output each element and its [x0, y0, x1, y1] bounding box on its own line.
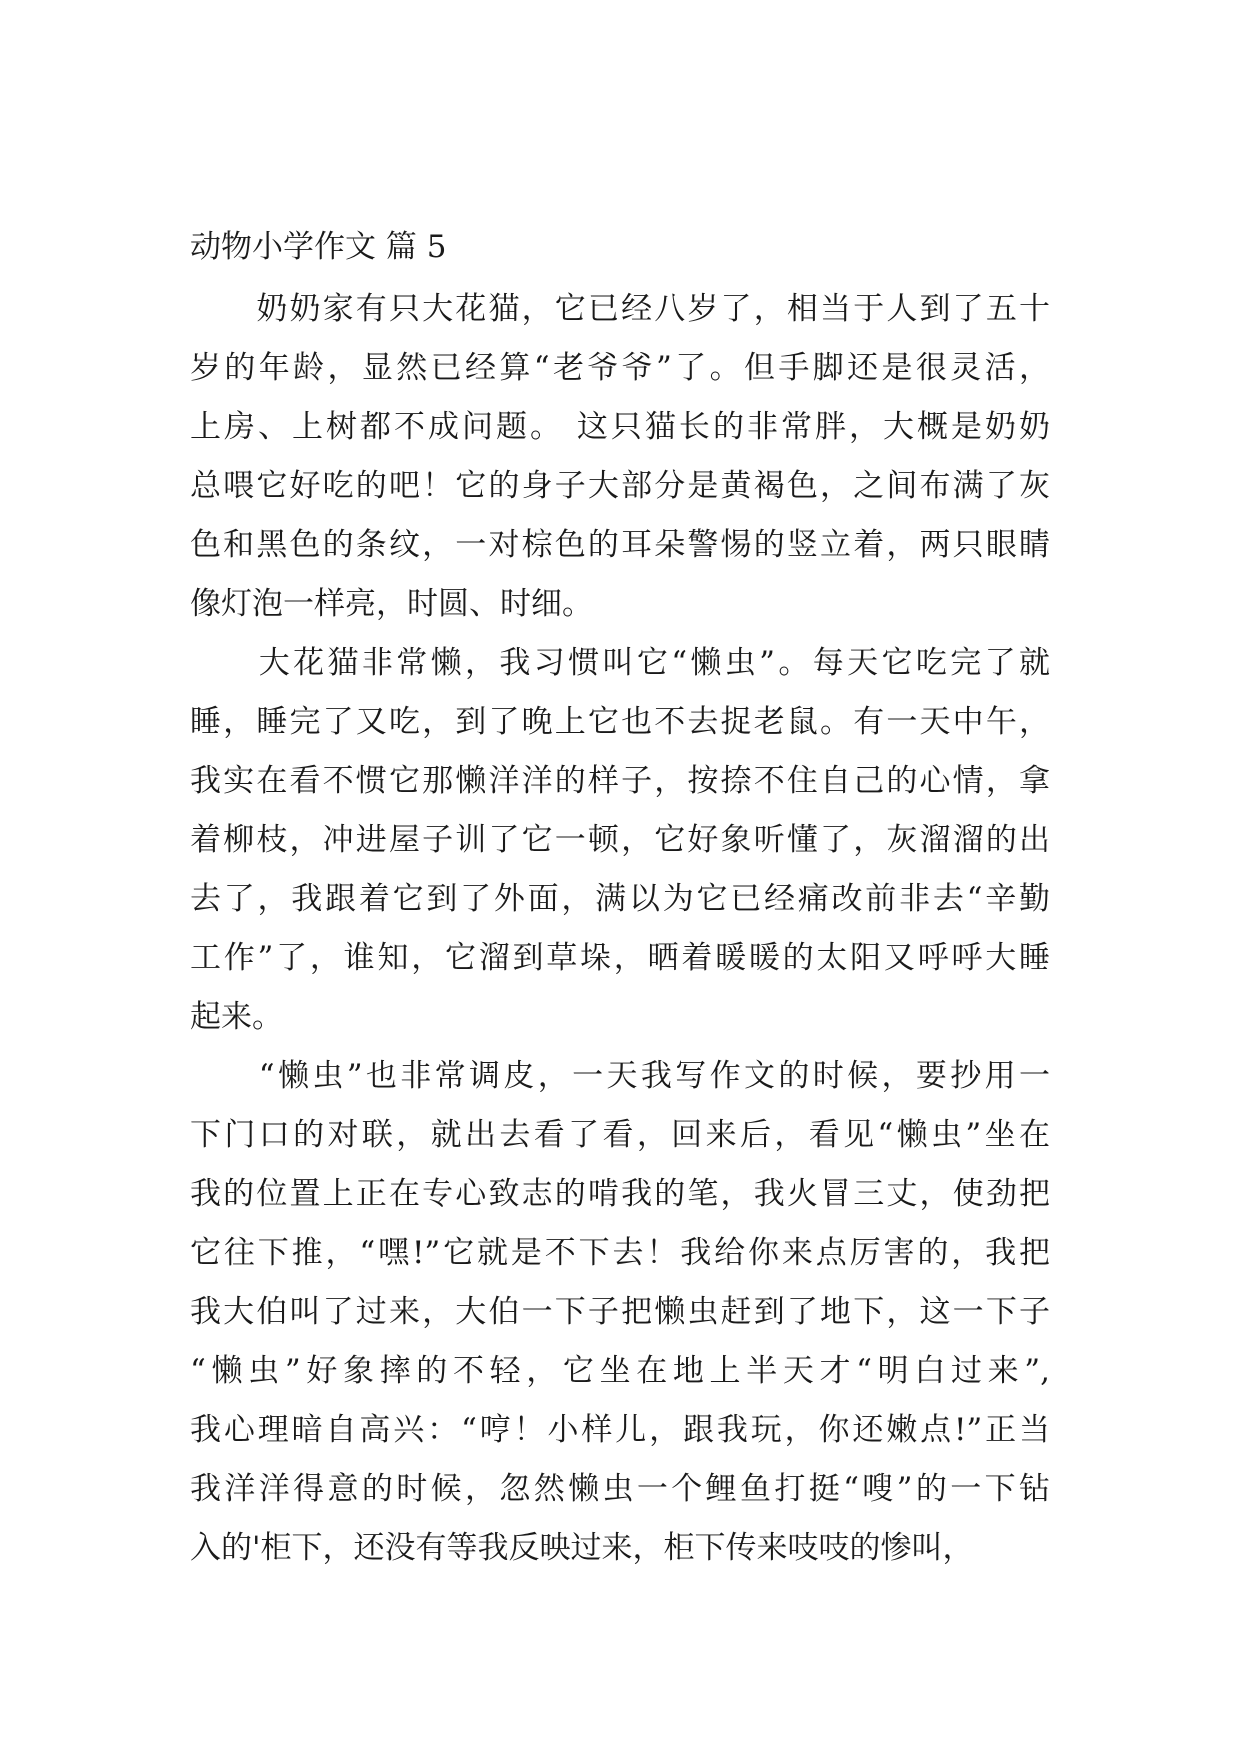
- text-line: 奶奶家有只大花猫，它已经八岁了，相当于人到了五十: [190, 291, 1050, 327]
- paragraph-3: [190, 1047, 1050, 1578]
- text-line: 我实在看不惯它那懒洋洋的样子，按捺不住自己的心情，拿: [190, 763, 1050, 799]
- text-line: 色和黑色的条纹，一对棕色的耳朵警惕的竖立着，两只眼睛: [190, 527, 1050, 563]
- text-line: 总喂它好吃的吧！它的身子大部分是黄褐色，之间布满了灰: [190, 468, 1050, 504]
- text-line: 大花猫非常懒，我习惯叫它“懒虫”。每天它吃完了就: [190, 645, 1050, 681]
- text-line: 像灯泡一样亮，时圆、时细。: [190, 586, 593, 622]
- text-line: 着柳枝，冲进屋子训了它一顿，它好象听懂了，灰溜溜的出: [190, 822, 1050, 858]
- text-line: 上房、上树都不成问题。 这只猫长的非常胖，大概是奶奶: [190, 409, 1050, 445]
- paragraph-1: [190, 280, 1050, 634]
- paragraph-2: [190, 634, 1050, 1047]
- text-line: 我洋洋得意的时候，忽然懒虫一个鲤鱼打挺“嗖”的一下钻: [190, 1471, 1050, 1507]
- text-line: 岁的年龄，显然已经算“老爷爷”了。但手脚还是很灵活，: [190, 350, 1050, 386]
- text-line: 我心理暗自高兴：“哼！小样儿，跟我玩，你还嫩点!”正当: [190, 1412, 1050, 1448]
- text-line: 起来。: [190, 999, 283, 1035]
- text-line: 我大伯叫了过来，大伯一下子把懒虫赶到了地下，这一下子: [190, 1294, 1050, 1330]
- text-line: 入的'柜下，还没有等我反映过来，柜下传来吱吱的惨叫，: [190, 1530, 974, 1566]
- text-line: 工作”了，谁知，它溜到草垛，晒着暖暖的太阳又呼呼大睡: [190, 940, 1050, 976]
- text-line: “懒虫”也非常调皮，一天我写作文的时候，要抄用一: [190, 1058, 1050, 1094]
- text-line: 它往下推，“嘿!”它就是不下去！我给你来点厉害的，我把: [190, 1235, 1050, 1271]
- text-line: 去了，我跟着它到了外面，满以为它已经痛改前非去“辛勤: [190, 881, 1050, 917]
- document-body: [190, 220, 1050, 1578]
- text-line: “懒虫”好象摔的不轻，它坐在地上半天才“明白过来”,: [190, 1353, 1050, 1389]
- text-line: 睡，睡完了又吃，到了晚上它也不去捉老鼠。有一天中午，: [190, 704, 1050, 740]
- text-line: 下门口的对联，就出去看了看，回来后，看见“懒虫”坐在: [190, 1117, 1050, 1153]
- text-line: 我的位置上正在专心致志的啃我的笔，我火冒三丈，使劲把: [190, 1176, 1050, 1212]
- essay-title: 动物小学作文 篇 5: [190, 229, 447, 265]
